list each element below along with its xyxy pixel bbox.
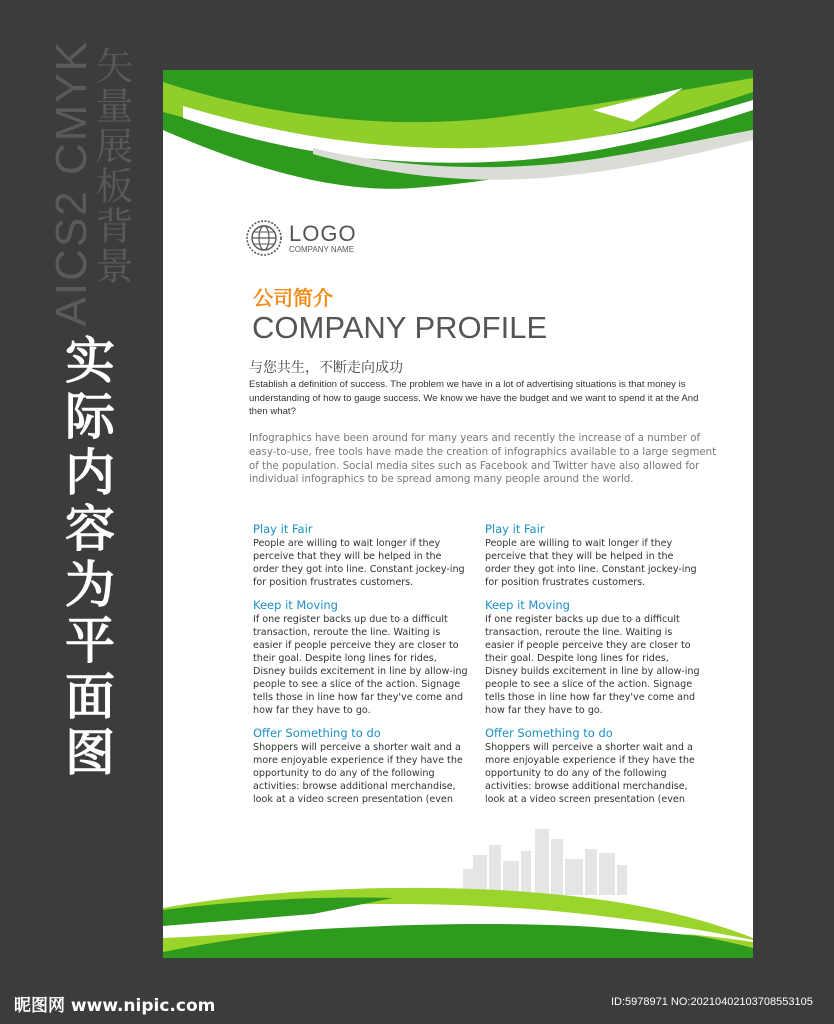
- section: [253, 598, 468, 717]
- slogan: 与您共生，不断走向成功: [249, 360, 403, 376]
- side-label-cn: 矢量展板背景: [89, 46, 133, 286]
- section: [253, 726, 468, 806]
- section-body: If one register backs up due to a difficult transaction, reroute the line. Waiting is easier if people perceive they are closer to their goal. Despite long lines for rides, Disney builds excitement in line by allow-ing people to see a slice of the action. Signage tells those in line how far they've come and how far they have to go.: [253, 614, 468, 716]
- column-left: [253, 522, 468, 815]
- bottom-green-wave: [163, 880, 753, 958]
- section-heading: Play it Fair: [253, 522, 313, 536]
- logo: [245, 219, 357, 257]
- poster: [163, 70, 753, 958]
- title-en: COMPANY PROFILE: [252, 310, 548, 345]
- intro-paragraph-1: Establish a definition of success. The problem we have in a lot of advertising situations is that money is understanding of how to gauge success. We know we have the budget and we want to spend it at the And then what?: [249, 379, 699, 417]
- section-heading: Keep it Moving: [253, 598, 338, 612]
- section-body: People are willing to wait longer if they perceive that they will be helped in the order they got into line. Constant jockey-ing for position frustrates customers.: [253, 538, 465, 588]
- section-heading: Play it Fair: [485, 522, 545, 536]
- section: [485, 598, 700, 717]
- section-heading: Offer Something to do: [253, 726, 381, 740]
- top-green-wave: [163, 70, 753, 210]
- section-body: People are willing to wait longer if they perceive that they will be helped in the order they got into line. Constant jockey-ing for position frustrates customers.: [485, 538, 697, 588]
- section-heading: Offer Something to do: [485, 726, 613, 740]
- footer-id: ID:5978971 NO:20210402103708553105: [611, 996, 813, 1008]
- footer-site: 昵图网 www.nipic.com: [14, 996, 216, 1016]
- intro-paragraph-2: Infographics have been around for many years and recently the increase of a number of easy-to-use, free tools have made the creation of infographics available to a large segment of the population. Social media sites such as Facebook and Twitter have also allowed for individual infographics to be spread among many people around the world.: [249, 433, 717, 486]
- side-caption: 实际内容为平面图: [65, 332, 115, 782]
- globe-icon: [245, 219, 283, 257]
- section: [485, 522, 700, 589]
- column-right: [485, 522, 700, 815]
- company-name: COMPANY NAME: [289, 244, 355, 254]
- title-cn: 公司简介: [253, 286, 333, 310]
- section: [253, 522, 468, 589]
- section-body: If one register backs up due to a difficult transaction, reroute the line. Waiting is easier if people perceive they are closer to their goal. Despite long lines for rides, Disney builds excitement in line by allow-ing people to see a slice of the action. Signage tells those in line how far they've come and how far they have to go.: [485, 614, 700, 716]
- section-body: Shoppers will perceive a shorter wait and a more enjoyable experience if they have the opportunity to do any of the following activities: browse additional merchandise, look at a video screen presentation (even: [485, 742, 695, 805]
- section-body: Shoppers will perceive a shorter wait and a more enjoyable experience if they have the opportunity to do any of the following activities: browse additional merchandise, look at a video screen presentation (even: [253, 742, 463, 805]
- section: [485, 726, 700, 806]
- side-label-en: AICS2 CMYK: [47, 40, 96, 327]
- logo-text: LOGO: [289, 220, 357, 246]
- section-heading: Keep it Moving: [485, 598, 570, 612]
